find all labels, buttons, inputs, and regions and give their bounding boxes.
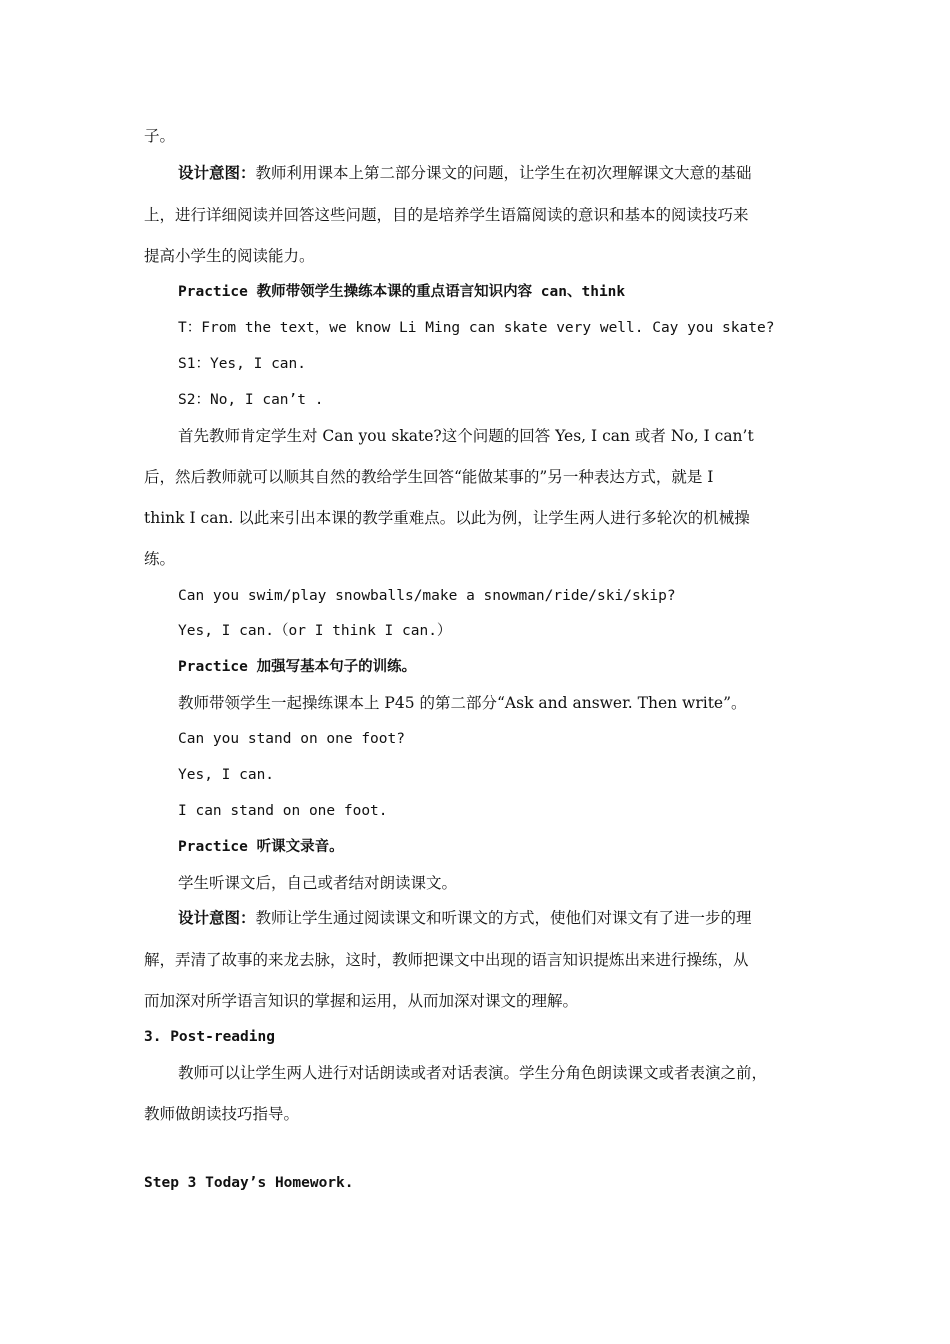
example-line: Can you swim/play snowballs/make a snowman/ride/ski/skip? [178,588,676,604]
practice-heading: Practice 加强写基本句子的训练。 [178,659,417,675]
text-line: 教师可以让学生两人进行对话朗读或者对话表演。学生分角色朗读课文或者表演之前， [178,1064,768,1082]
text-line: 提高小学生的阅读能力。 [144,247,315,265]
dialogue-line: S1：Yes, I can. [178,356,306,372]
text-line: 教师让学生通过阅读课文和听课文的方式，使他们对课文有了进一步的理 [255,909,752,927]
section-heading: 3. Post-reading [144,1029,275,1045]
text-line: 首先教师肯定学生对 Can you skate?这个问题的回答 Yes, I can 或者 No, I can’t [178,427,754,445]
text-line: 教师做朗读技巧指导。 [144,1105,300,1123]
practice-heading: Practice 教师带领学生操练本课的重点语言知识内容 can、think [178,284,626,300]
text-line: 教师带领学生一起操练课本上 P45 的第二部分“Ask and answer. Then write”。 [178,694,747,712]
text-line: 子。 [144,127,176,145]
example-line: Can you stand on one foot? [178,731,405,747]
example-line: Yes, I can.（or I think I can.） [178,623,452,639]
text-line: 教师利用课本上第二部分课文的问题，让学生在初次理解课文大意的基础 [255,164,752,182]
step-heading: Step 3 Today’s Homework. [144,1175,354,1191]
text-line: 而加深对所学语言知识的掌握和运用，从而加深对课文的理解。 [144,992,579,1010]
text-line: 上，进行详细阅读并回答这些问题，目的是培养学生语篇阅读的意识和基本的阅读技巧来 [144,206,749,224]
text-line: 学生听课文后，自己或者结对朗读课文。 [178,874,458,892]
dialogue-line: T：From the text，we know Li Ming can skate very well. Cay you skate? [178,320,775,336]
text-line: 练。 [144,550,176,568]
text-line: think I can. 以此来引出本课的教学重难点。以此为例，让学生两人进行多轮次的机械操 [144,509,750,527]
text-line: 后，然后教师就可以顺其自然的教给学生回答“能做某事的”另一种表达方式，就是 I [144,468,714,486]
design-intent-label: 设计意图： [178,163,256,182]
example-line: I can stand on one foot. [178,803,388,819]
dialogue-line: S2：No, I can’t . [178,392,324,408]
design-intent-label: 设计意图： [178,908,256,927]
design-intent-paragraph-1 [178,163,752,183]
practice-heading: Practice 听课文录音。 [178,839,344,855]
text-line: 解，弄清了故事的来龙去脉，这时，教师把课文中出现的语言知识提炼出来进行操练，从 [144,951,749,969]
example-line: Yes, I can. [178,767,275,783]
design-intent-paragraph-2 [178,908,752,928]
